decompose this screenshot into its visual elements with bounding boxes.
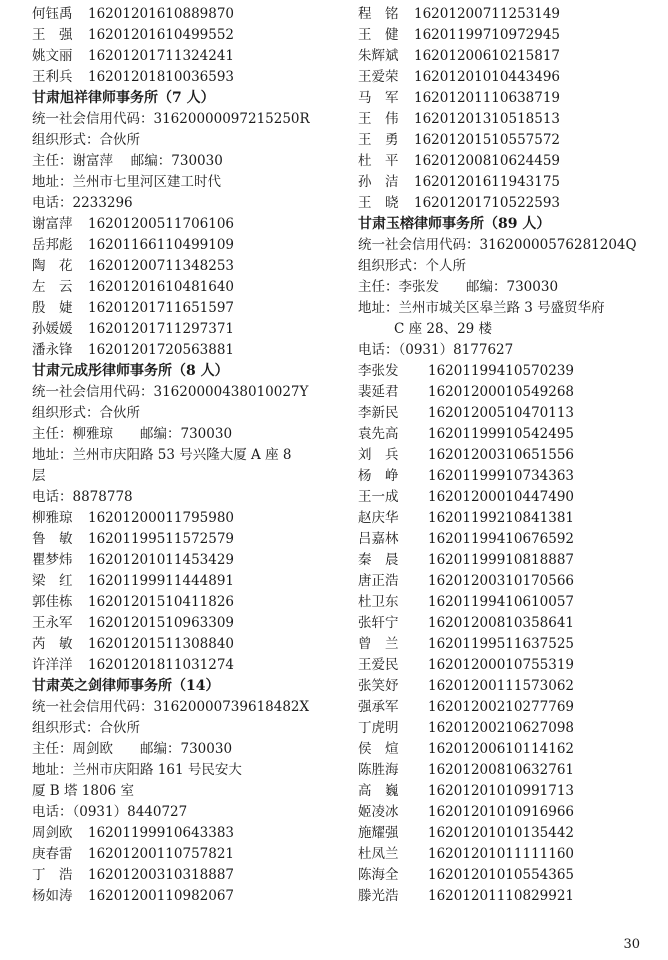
lawyer-entry: [32, 865, 332, 886]
lawyer-name: 丁 浩: [32, 867, 73, 883]
firm-info-line: 统一社会信用代码：31620000576281204Q: [358, 237, 637, 253]
lawyer-name: 侯 煊: [358, 741, 399, 757]
lawyer-name: 马 军: [358, 90, 399, 106]
lawyer-name: 姬凌冰: [358, 804, 399, 820]
lawyer-name: 瞿梦炜: [32, 552, 73, 568]
lawyer-entry: [358, 46, 658, 67]
lawyer-entry: [358, 739, 658, 760]
firm-info-line: C 座 28、29 楼: [394, 321, 493, 337]
left-column: [32, 4, 332, 907]
firm-info-line: 电话：8878778: [32, 489, 133, 505]
license-number: 16201199410610057: [428, 594, 575, 610]
lawyer-entry: [358, 865, 658, 886]
lawyer-entry: [358, 676, 658, 697]
license-number: 16201200810632761: [428, 762, 575, 778]
license-number: 16201199710972945: [414, 27, 561, 43]
lawyer-name: 唐正浩: [358, 573, 399, 589]
right-column: [358, 4, 658, 907]
firm-info-line: 主任：柳雅琼 邮编：730030: [32, 426, 233, 442]
lawyer-entry: [358, 466, 658, 487]
lawyer-entry: [32, 214, 332, 235]
license-number: 16201200011795980: [88, 510, 235, 526]
license-number: 16201200610114162: [428, 741, 575, 757]
lawyer-entry: [358, 592, 658, 613]
license-number: 16201200110982067: [88, 888, 235, 904]
firm-info-line: 统一社会信用代码：31620000097215250R: [32, 111, 310, 127]
lawyer-entry: [358, 361, 658, 382]
license-number: 16201201010443496: [414, 69, 561, 85]
lawyer-entry: [32, 235, 332, 256]
license-number: 16201201010135442: [428, 825, 575, 841]
lawyer-name: 丁虎明: [358, 720, 399, 736]
firm-info-line: 厦 B 塔 1806 室: [32, 783, 134, 799]
license-number: 16201201511308840: [88, 636, 235, 652]
firm-info-line: 统一社会信用代码：31620000438010027Y: [32, 384, 309, 400]
lawyer-entry: [32, 571, 332, 592]
firm-info-line: 电话：（0931）8440727: [32, 804, 188, 820]
firm-info-line: 主任：谢富萍 邮编：730030: [32, 153, 223, 169]
lawyer-entry: [32, 529, 332, 550]
license-number: 16201201310518513: [414, 111, 561, 127]
lawyer-name: 吕嘉林: [358, 531, 399, 547]
lawyer-entry: [358, 25, 658, 46]
lawyer-entry: [358, 403, 658, 424]
lawyer-name: 柳雅琼: [32, 510, 73, 526]
lawyer-name: 张轩宁: [358, 615, 399, 631]
license-number: 16201201711297371: [88, 321, 235, 337]
lawyer-entry: [358, 823, 658, 844]
license-number: 16201201510557572: [414, 132, 561, 148]
lawyer-name: 王爱荣: [358, 69, 399, 85]
lawyer-name: 施耀强: [358, 825, 399, 841]
license-number: 16201201510963309: [88, 615, 235, 631]
lawyer-entry: [32, 298, 332, 319]
license-number: 16201199910818887: [428, 552, 575, 568]
lawyer-entry: [358, 613, 658, 634]
lawyer-entry: [32, 319, 332, 340]
lawyer-entry: [358, 634, 658, 655]
license-number: 16201199911444891: [88, 573, 235, 589]
firm-info-line: 主任：李张发 邮编：730030: [358, 279, 559, 295]
lawyer-name: 李张发: [358, 363, 399, 379]
lawyer-entry: [358, 802, 658, 823]
lawyer-name: 左 云: [32, 279, 73, 295]
firm-info-line: 地址：兰州市庆阳路 161 号民安大: [32, 762, 242, 778]
lawyer-entry: [358, 424, 658, 445]
license-number: 16201201510411826: [88, 594, 235, 610]
license-number: 16201200210627098: [428, 720, 575, 736]
firm-info-line: 统一社会信用代码：31620000739618482X: [32, 699, 310, 715]
lawyer-name: 滕光浩: [358, 888, 399, 904]
lawyer-name: 曾 兰: [358, 636, 399, 652]
lawyer-entry: [358, 529, 658, 550]
lawyer-entry: [32, 655, 332, 676]
lawyer-entry: [358, 508, 658, 529]
lawyer-entry: [358, 571, 658, 592]
lawyer-entry: [358, 4, 658, 25]
lawyer-name: 周剑欧: [32, 825, 73, 841]
firm-info-line: 地址：兰州市七里河区建工时代: [32, 174, 221, 190]
license-number: 16201199910734363: [428, 468, 575, 484]
lawyer-entry: [358, 781, 658, 802]
lawyer-entry: [358, 67, 658, 88]
lawyer-name: 杨 峥: [358, 468, 399, 484]
license-number: 16201201010554365: [428, 867, 575, 883]
lawyer-entry: [358, 760, 658, 781]
license-number: 16201201611943175: [414, 174, 561, 190]
license-number: 16201201010991713: [428, 783, 575, 799]
firm-info-line: 地址：兰州市庆阳路 53 号兴隆大厦 A 座 8: [32, 447, 292, 463]
lawyer-entry: [358, 151, 658, 172]
lawyer-name: 杜凤兰: [358, 846, 399, 862]
lawyer-entry: [32, 613, 332, 634]
firm-heading: 甘肃元成彤律师事务所（8 人）: [32, 363, 229, 379]
license-number: 16201201720563881: [88, 342, 235, 358]
lawyer-name: 姚文丽: [32, 48, 73, 64]
license-number: 16201199410676592: [428, 531, 575, 547]
lawyer-name: 岳邦彪: [32, 237, 73, 253]
lawyer-name: 谢富萍: [32, 216, 73, 232]
license-number: 16201200711253149: [414, 6, 561, 22]
lawyer-entry: [358, 550, 658, 571]
lawyer-name: 潘永锋: [32, 342, 73, 358]
license-number: 16201201711324241: [88, 48, 235, 64]
lawyer-name: 王爱民: [358, 657, 399, 673]
lawyer-entry: [358, 697, 658, 718]
license-number: 16201201110829921: [428, 888, 575, 904]
lawyer-name: 袁先高: [358, 426, 399, 442]
firm-heading: 甘肃英之剑律师事务所（14）: [32, 678, 220, 694]
lawyer-entry: [32, 277, 332, 298]
license-number: 16201200310318887: [88, 867, 235, 883]
license-number: 16201199511637525: [428, 636, 575, 652]
lawyer-name: 陈胜海: [358, 762, 399, 778]
license-number: 16201201610499552: [88, 27, 235, 43]
lawyer-name: 赵庆华: [358, 510, 399, 526]
license-number: 16201201810036593: [88, 69, 235, 85]
lawyer-entry: [358, 130, 658, 151]
lawyer-name: 王 勇: [358, 132, 399, 148]
license-number: 16201199210841381: [428, 510, 575, 526]
lawyer-name: 许洋洋: [32, 657, 73, 673]
lawyer-name: 李新民: [358, 405, 399, 421]
lawyer-entry: [32, 550, 332, 571]
lawyer-entry: [32, 634, 332, 655]
license-number: 16201200511706106: [88, 216, 235, 232]
lawyer-name: 王一成: [358, 489, 399, 505]
lawyer-name: 张笑妤: [358, 678, 399, 694]
lawyer-name: 程 铭: [358, 6, 399, 22]
firm-info-line: 层: [32, 468, 46, 484]
lawyer-entry: [358, 487, 658, 508]
firm-info-line: 电话：（0931）8177627: [358, 342, 514, 358]
lawyer-name: 孙媛媛: [32, 321, 73, 337]
lawyer-name: 杜卫东: [358, 594, 399, 610]
license-number: 16201166110499109: [88, 237, 235, 253]
lawyer-name: 郭佳栋: [32, 594, 73, 610]
lawyer-entry: [32, 4, 332, 25]
license-number: 16201200010549268: [428, 384, 575, 400]
lawyer-name: 殷 婕: [32, 300, 73, 316]
lawyer-name: 芮 敏: [32, 636, 73, 652]
lawyer-name: 庚春雷: [32, 846, 73, 862]
lawyer-name: 强承军: [358, 699, 399, 715]
lawyer-name: 陈海全: [358, 867, 399, 883]
lawyer-name: 王 强: [32, 27, 73, 43]
lawyer-name: 高 巍: [358, 783, 399, 799]
license-number: 16201200711348253: [88, 258, 235, 274]
license-number: 16201201610481640: [88, 279, 235, 295]
lawyer-entry: [358, 382, 658, 403]
firm-info-line: 组织形式：合伙所: [32, 720, 140, 736]
lawyer-name: 朱辉斌: [358, 48, 399, 64]
firm-info-line: 电话：2233296: [32, 195, 133, 211]
license-number: 16201201610889870: [88, 6, 235, 22]
lawyer-name: 杨如涛: [32, 888, 73, 904]
lawyer-entry: [358, 193, 658, 214]
license-number: 16201200010755319: [428, 657, 575, 673]
lawyer-entry: [32, 256, 332, 277]
lawyer-name: 王 健: [358, 27, 399, 43]
lawyer-name: 刘 兵: [358, 447, 399, 463]
firm-info-line: 组织形式：个人所: [358, 258, 466, 274]
lawyer-name: 鲁 敏: [32, 531, 73, 547]
page-number: 30: [623, 937, 640, 952]
license-number: 16201200310651556: [428, 447, 575, 463]
license-number: 16201201710522593: [414, 195, 561, 211]
license-number: 16201200210277769: [428, 699, 575, 715]
firm-heading: 甘肃旭祥律师事务所（7 人）: [32, 90, 215, 106]
lawyer-entry: [32, 67, 332, 88]
lawyer-entry: [358, 172, 658, 193]
license-number: 16201199910542495: [428, 426, 575, 442]
lawyer-entry: [32, 508, 332, 529]
license-number: 16201201811031274: [88, 657, 235, 673]
lawyer-name: 裴延君: [358, 384, 399, 400]
lawyer-entry: [32, 592, 332, 613]
license-number: 16201200810624459: [414, 153, 561, 169]
lawyer-name: 王 晓: [358, 195, 399, 211]
license-number: 16201200110757821: [88, 846, 235, 862]
lawyer-name: 王永军: [32, 615, 73, 631]
firm-info-line: 主任：周剑欧 邮编：730030: [32, 741, 233, 757]
lawyer-name: 何钰禹: [32, 6, 73, 22]
lawyer-entry: [32, 823, 332, 844]
license-number: 16201200111573062: [428, 678, 575, 694]
license-number: 16201201011111160: [428, 846, 575, 862]
license-number: 16201199410570239: [428, 363, 575, 379]
firm-info-line: 地址：兰州市城关区皋兰路 3 号盛贸华府: [358, 300, 605, 316]
license-number: 16201200610215817: [414, 48, 561, 64]
lawyer-entry: [358, 655, 658, 676]
license-number: 16201201110638719: [414, 90, 561, 106]
license-number: 16201200810358641: [428, 615, 575, 631]
lawyer-name: 王利兵: [32, 69, 73, 85]
lawyer-entry: [358, 88, 658, 109]
firm-info-line: 组织形式：合伙所: [32, 405, 140, 421]
lawyer-entry: [32, 340, 332, 361]
license-number: 16201201010916966: [428, 804, 575, 820]
lawyer-name: 陶 花: [32, 258, 73, 274]
lawyer-entry: [358, 886, 658, 907]
license-number: 16201201711651597: [88, 300, 235, 316]
lawyer-name: 杜 平: [358, 153, 399, 169]
lawyer-entry: [358, 109, 658, 130]
lawyer-entry: [358, 445, 658, 466]
lawyer-entry: [358, 718, 658, 739]
license-number: 16201200510470113: [428, 405, 575, 421]
lawyer-name: 秦 晨: [358, 552, 399, 568]
license-number: 16201199910643383: [88, 825, 235, 841]
lawyer-entry: [32, 886, 332, 907]
lawyer-name: 孙 洁: [358, 174, 399, 190]
lawyer-entry: [32, 46, 332, 67]
license-number: 16201199511572579: [88, 531, 235, 547]
firm-info-line: 组织形式：合伙所: [32, 132, 140, 148]
license-number: 16201200010447490: [428, 489, 575, 505]
lawyer-entry: [358, 844, 658, 865]
firm-heading: 甘肃玉榕律师事务所（89 人）: [358, 216, 551, 232]
lawyer-entry: [32, 25, 332, 46]
lawyer-entry: [32, 844, 332, 865]
lawyer-name: 梁 红: [32, 573, 73, 589]
lawyer-name: 王 伟: [358, 111, 399, 127]
license-number: 16201200310170566: [428, 573, 575, 589]
license-number: 16201201011453429: [88, 552, 235, 568]
